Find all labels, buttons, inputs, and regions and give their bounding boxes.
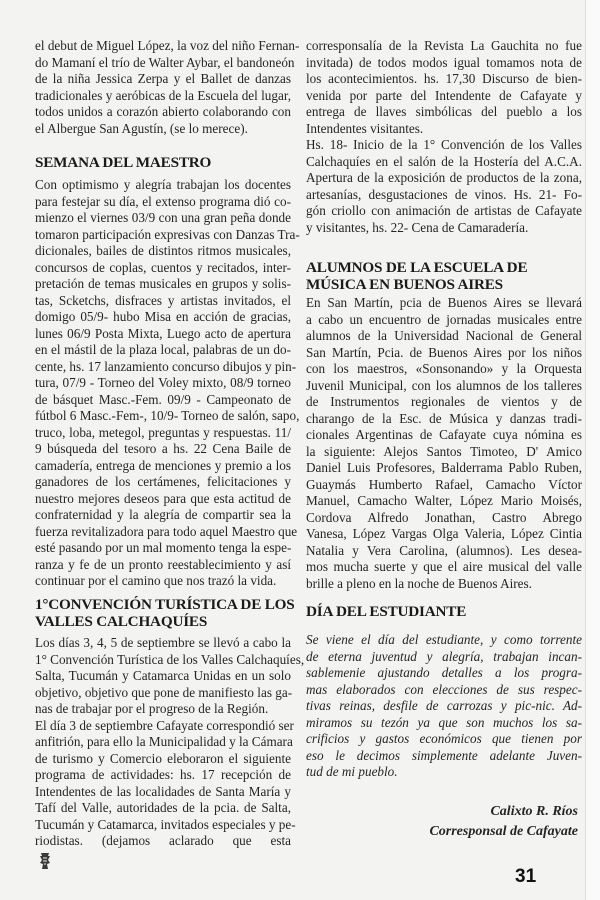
section-heading-semana-del-maestro: SEMANA DEL MAESTRO <box>35 154 212 171</box>
text-line: de básquet Masc.-Fem. 09/9 - Campeonato de <box>35 391 291 407</box>
section-heading-alumnos-line2: MÚSICA EN BUENOS AIRES <box>306 276 503 293</box>
text-line: Salta, Tucumán y Catamarca Unidas en un solo <box>35 668 291 683</box>
text-line: gón criollo con animación de artistas de Cafayate <box>306 203 582 218</box>
text-line: domigo 05/9- hubo Misa en acción de gracias, <box>35 309 291 324</box>
text-line: los acontecimientos. hs. 17,30 Discurso de bien- <box>306 71 582 86</box>
signature-name: Calixto R. Ríos <box>490 804 578 819</box>
signature-role: Corresponsal de Cafayate <box>429 824 578 839</box>
text-line: el debut de Miguel López, la voz del niño Fernan- <box>35 38 300 53</box>
text-line: corresponsalía de la Revista La Gauchita no fue <box>306 38 582 53</box>
text-line: dicionales, bailes de distintos ritmos musicales, <box>35 243 291 258</box>
magazine-emblem-icon <box>38 852 52 870</box>
text-line: Cordova Alfredo Jonathan, Castro Abrego <box>306 509 582 525</box>
text-line: En San Martín, pcia de Buenos Aires se llevará <box>306 295 582 310</box>
text-line: Se viene el día del estudiante, y como torrente <box>306 632 582 647</box>
text-line: Intendentes de las localidades de Santa María y <box>35 783 291 799</box>
text-line: Hs. 18- Inicio de la 1° Convención de los Valles <box>306 137 582 152</box>
text-line: alumnos de la Universidad Nacional de General <box>306 328 582 343</box>
text-line: a cabo un encuentro de jornadas musicales entre <box>306 311 582 327</box>
text-line: riodistas. (dejamos aclarado que esta <box>35 833 291 848</box>
text-line: truco, loba, metegol, preguntas y respuestas. 11/ <box>35 424 291 440</box>
text-line: con los maestros, «Sonsonando» y la Orquesta <box>306 361 582 376</box>
text-line: Manuel, Camacho Walter, López Mario Moisés, <box>306 493 582 508</box>
text-line: El día 3 de septiembre Cafayate correspondió ser <box>35 717 294 733</box>
convencion-continuation <box>306 38 582 236</box>
text-line: sablemenie ajustando detalles a los progra- <box>306 665 582 680</box>
text-line: 9 búsqueda del tesoro a hs. 22 Cena Baile de <box>35 441 291 456</box>
text-line: venida por parte del Intendente de Cafayate y <box>306 87 582 103</box>
section-heading-dia-del-estudiante: DÍA DEL ESTUDIANTE <box>306 603 467 620</box>
text-line: Con optimismo y alegría trabajan los docentes <box>35 177 291 192</box>
text-line: mos mucha suerte y que el aire musical del valle <box>306 559 582 574</box>
text-line: fuerza revitalizadora para todo aquel Maestro que <box>35 523 298 539</box>
text-line: todos unidos a corazón abierto colaborando con <box>35 104 291 119</box>
text-line: Daniel Luis Profesores, Balderrama Pablo Ruben, <box>306 460 582 475</box>
text-line: programa de actividades: hs. 17 recepción de <box>35 767 291 782</box>
text-line: en el mástil de la plaza local, palabras de un do- <box>35 342 291 357</box>
text-line: San Martín, Pcia. de Buenos Aires por los niños <box>306 344 582 360</box>
text-line: cente, hs. 17 lanzamiento concurso dibujos y pin- <box>35 358 297 374</box>
text-line: brille a pleno en la noche de Buenos Aires. <box>306 575 532 591</box>
text-line: tivas reinas, desfile de carrozas y pic-nic. Ad- <box>306 698 582 713</box>
convencion-body <box>35 635 305 850</box>
text-line: Juvenil Municipal, con los alumnos de los talleres <box>306 377 582 393</box>
text-line: anfitrión, para ello la Municipalidad y la Cámara <box>35 734 293 749</box>
text-line: tomaron participación expresivas con Danzas Tra- <box>35 226 300 242</box>
text-line: cionales Argentinas de Cafayate cuya nómina es <box>306 427 582 442</box>
text-line: tura, 07/9 - Torneo del Voley mixto, 08/9 torneo <box>35 375 291 390</box>
text-line: miramos su tezón ya que son muchos los sa- <box>306 714 582 730</box>
page-number: 31 <box>515 866 537 887</box>
text-line: de turismo y Comercio eleboraron el siguiente <box>35 750 291 766</box>
text-line: de eterna juventud y alegría, trabajan incan- <box>306 648 582 664</box>
text-line: lunes 06/9 Posta Mixta, Luego acto de apertura <box>35 325 291 341</box>
text-line: Tafí del Valle, autoridades de la pcia. de Salta, <box>35 800 291 815</box>
text-line: continuar por el camino que nos trazó la vida. <box>35 573 277 588</box>
text-line: para festejar su día, el extenso programa dió co- <box>35 193 291 209</box>
text-line: fútbol 6 Masc.-Fem-, 10/9- Torneo de salón, sapo, <box>35 408 300 423</box>
section-heading-alumnos-line1: ALUMNOS DE LA ESCUELA DE <box>306 259 528 276</box>
intro-paragraph <box>35 38 300 137</box>
text-line: Tucumán y Catamarca, invitados especiales y pe- <box>35 816 296 832</box>
text-line: y visitantes, hs. 22- Cena de Camaradería. <box>306 219 529 235</box>
text-line: tud de mi pueblo. <box>306 764 398 779</box>
section-heading-convencion-line2: VALLES CALCHAQUÍES <box>35 613 208 630</box>
text-line: de la niña Jessica Zerpa y el Ballet de danzas <box>35 71 291 86</box>
text-line: crificios y gastos económicos que tienen por <box>306 731 582 746</box>
text-line: 1° Convención Turística de los Valles Calchaquíes, <box>35 651 305 667</box>
text-line: Calchaquíes en el salón de la Hostería del A.C.A. <box>306 153 582 169</box>
page-edge <box>585 0 600 900</box>
text-line: entrega de llaves simbólicas del pueblo a los <box>306 104 582 119</box>
semana-del-maestro-body <box>35 177 300 590</box>
text-line: Guaymás Humberto Rafael, Camacho Víctor <box>306 476 582 492</box>
text-line: Apertura de la exposición de productos de la zona, <box>306 170 582 185</box>
text-line: invitada) de todos modos igual tomamos nota de <box>306 54 582 70</box>
text-line: tradicionales y aeróbicas de la Escuela del lugar, <box>35 87 291 103</box>
text-line: tas, Scketchs, disfraces y artistas invitados, el <box>35 292 291 308</box>
text-line: Natalia y Vera Carolina, (alumnos). Les desea- <box>306 542 582 558</box>
text-line: mienzo el viernes 03/9 con una gran peña donde <box>35 210 291 225</box>
text-line: Vanesa, López Vargas Olga Valeria, López Cintia <box>306 526 582 541</box>
text-line: nas de trabajar por el progreso de la Región. <box>35 701 269 716</box>
text-line: pretación de temas musicales en grupos y solis- <box>35 276 291 291</box>
text-line: mas elaborados con elecciones de sus respec- <box>306 681 582 697</box>
text-line: nuestro mejores deseos para que esta actitud de <box>35 490 291 506</box>
dia-del-estudiante-body <box>306 632 582 781</box>
text-line: concursos de coplas, cuentos y recitados, inter- <box>35 259 291 275</box>
text-line: objetivo, objetivo que pone de manifiesto las ga- <box>35 684 293 700</box>
text-line: el Albergue San Agustín, (se lo merece). <box>35 120 248 136</box>
text-line: eso le decimos simplemente adelante Juven- <box>306 747 582 763</box>
text-line: ranza y fe de un pronto reestablecimiento y así <box>35 556 291 572</box>
text-line: de Instrumentos regionales de vientos y de <box>306 394 582 409</box>
text-line: confraternidad y la alegría de compartir sea la <box>35 507 291 522</box>
text-line: do Mamaní el trío de Walter Aybar, el bandoneón <box>35 54 295 70</box>
text-line: Intendentes visitantes. <box>306 120 424 136</box>
text-line: camadería, entrega de menciones y premio a los <box>35 457 291 473</box>
text-line: esté pasando por un mal momento tenga la espe- <box>35 540 292 555</box>
text-line: ganadores de los certámenes, felicitaciones y <box>35 474 291 489</box>
text-line: charango de la Esc. de Música y danzas tradi- <box>306 410 582 426</box>
text-line: Los días 3, 4, 5 de septiembre se llevó a cabo la <box>35 635 291 650</box>
section-heading-convencion-line1: 1°CONVENCIÓN TURÍSTICA DE LOS <box>35 596 295 613</box>
text-line: la siguiente: Alejos Santos Timoteo, D' Amico <box>306 443 582 459</box>
text-line: artesanías, desgustaciones de vinos. Hs. 21- Fo- <box>306 186 582 202</box>
alumnos-body <box>306 295 582 592</box>
